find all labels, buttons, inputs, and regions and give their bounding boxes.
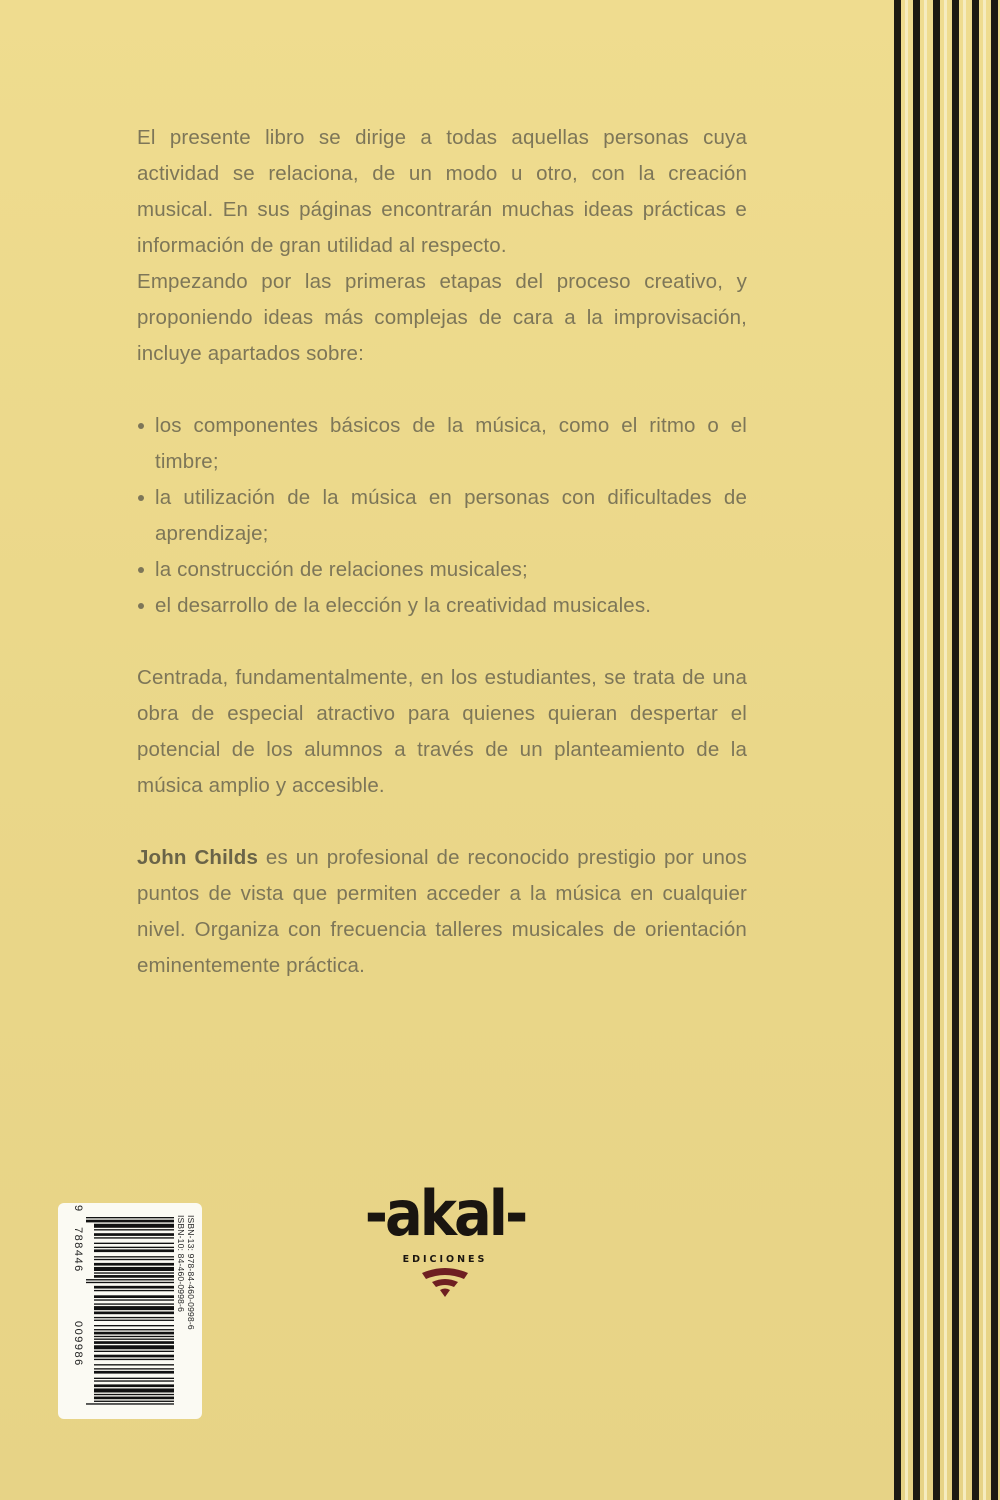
topic-item: la construcción de relaciones musicales; — [137, 552, 747, 588]
audience-paragraph: Centrada, fundamentalmente, en los estudiantes, se trata de una obra de especial atractivo para quienes quieran despertar el potencial de los alumnos a través de un planteamiento de la música amplio y accesible. — [137, 666, 747, 797]
topic-item: la utilización de la música en personas con dificultades de aprendizaje; — [137, 480, 747, 552]
intro-paragraph: El presente libro se dirige a todas aquellas personas cuya actividad se relaciona, de un modo u otro, con la creación musical. En sus páginas encontrarán muchas ideas prácticas e información de gran utilidad al respecto. — [137, 126, 747, 257]
author-bio: es un profesional de reconocido prestigio por unos puntos de vista que permiten acceder a la música en cualquier nivel. Organiza con frecuencia talleres musicales de orientación eminentemente práctica. — [137, 846, 747, 977]
contents-paragraph: Empezando por las primeras etapas del proceso creativo, y proponiendo ideas más complejas de cara a la improvisación, incluye apartados sobre: — [137, 270, 747, 365]
topic-item: los componentes básicos de la música, como el ritmo o el timbre; — [137, 408, 747, 480]
publisher-logo — [360, 1150, 530, 1300]
isbn-10: ISBN-10: 84-460-0998-6 — [176, 1215, 186, 1313]
publisher-emblem-icon — [422, 1268, 468, 1297]
author-paragraph — [137, 840, 747, 984]
topic-item: el desarrollo de la elección y la creatividad musicales. — [137, 588, 747, 624]
barcode-label — [58, 1203, 202, 1419]
barcode-bars — [86, 1215, 174, 1409]
back-cover-text — [137, 120, 747, 984]
barcode-digits-left: 788446 — [72, 1227, 84, 1273]
isbn-13: ISBN-13: 978-84-460-0998-6 — [186, 1215, 196, 1330]
author-name: John Childs — [137, 846, 258, 869]
publisher-logo-text: -akal- — [364, 1178, 526, 1251]
publisher-subtitle: EDICIONES — [402, 1254, 488, 1265]
barcode-digit-lead: 9 — [72, 1205, 84, 1213]
topics-list — [137, 408, 747, 624]
barcode-digits-right: 009986 — [72, 1321, 84, 1367]
